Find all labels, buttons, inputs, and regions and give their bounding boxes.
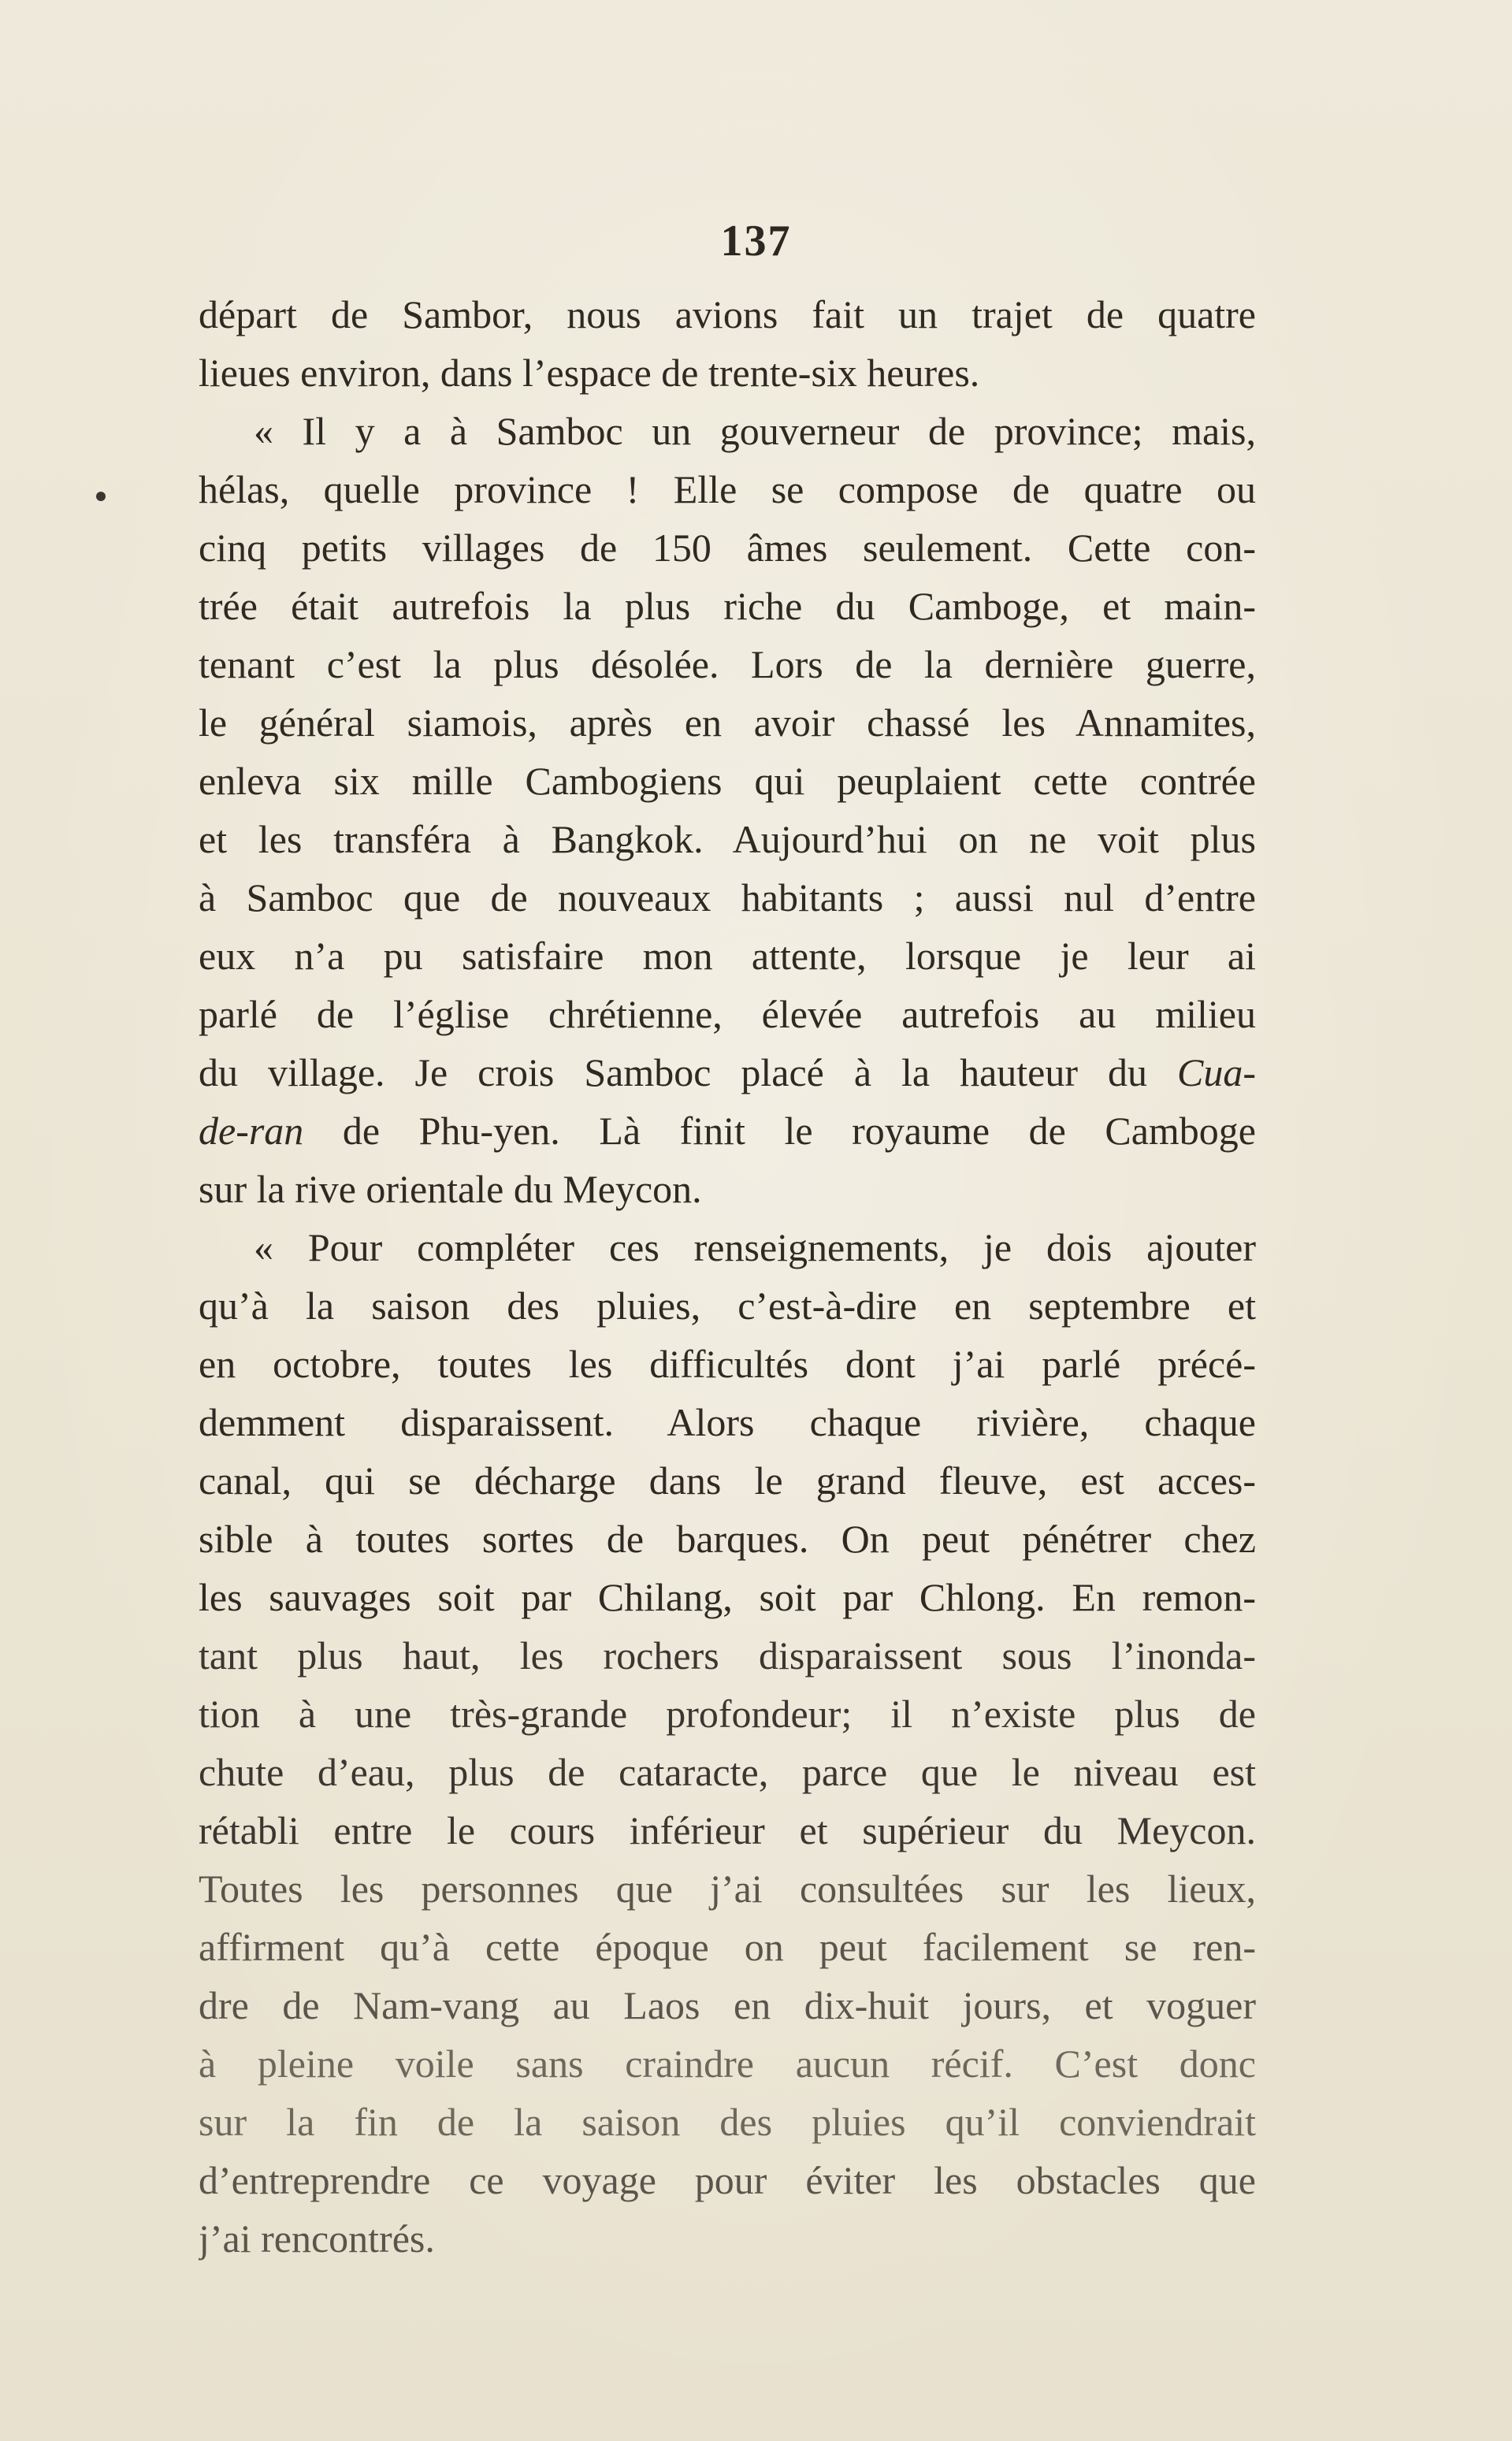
text-line-with-italic [199,1043,1256,1102]
text-line: dre de Nam-vang au Laos en dix-huit jours, et voguer [199,1983,1256,2027]
text-line: et les transféra à Bangkok. Aujourd’hui on ne voit plus [199,817,1256,861]
text-line-with-italic [199,1102,1256,1160]
text-line: rétabli entre le cours inférieur et supérieur du Meycon. [199,1808,1256,1852]
text-line: hélas, quelle province ! Elle se compose de quatre ou [199,467,1256,511]
text-line: à Samboc que de nouveaux habitants ; aussi nul d’entre [199,875,1256,920]
text-line: « Il y a à Samboc un gouverneur de province; mais, [254,409,1256,453]
text-line: affirment qu’à cette époque on peut facilement se ren- [199,1925,1256,1969]
text-line: canal, qui se décharge dans le grand fleuve, est acces- [199,1458,1256,1503]
text-line: sur la rive orientale du Meycon. [199,1167,702,1211]
text-line: sur la fin de la saison des pluies qu’il conviendrait [199,2100,1256,2144]
text-line: tant plus haut, les rochers disparaissent sous l’inonda- [199,1633,1256,1677]
text-line: parlé de l’église chrétienne, élevée autrefois au milieu [199,992,1256,1036]
text-line: départ de Sambor, nous avions fait un trajet de quatre [199,292,1256,336]
italic-term: Cua- [1177,1050,1256,1094]
text-line: j’ai rencontrés. [199,2216,435,2261]
text-block [199,285,1256,2268]
text-line: demment disparaissent. Alors chaque rivière, chaque [199,1400,1256,1444]
text-segment: du village. Je crois Samboc placé à la hauteur du [199,1050,1177,1094]
text-line: Toutes les personnes que j’ai consultées sur les lieux, [199,1867,1256,1911]
text-line: cinq petits villages de 150 âmes seulement. Cette con- [199,526,1256,570]
text-line: sible à toutes sortes de barques. On peut pénétrer chez [199,1517,1256,1561]
text-line: en octobre, toutes les difficultés dont j’ai parlé précé- [199,1342,1256,1386]
text-line: d’entreprendre ce voyage pour éviter les obstacles que [199,2158,1256,2202]
text-line: trée était autrefois la plus riche du Camboge, et main- [199,584,1256,628]
text-line: les sauvages soit par Chilang, soit par Chlong. En remon- [199,1575,1256,1619]
text-line: tion à une très-grande profondeur; il n’existe plus de [199,1692,1256,1736]
text-line: eux n’a pu satisfaire mon attente, lorsque je leur ai [199,934,1256,978]
text-line: chute d’eau, plus de cataracte, parce que le niveau est [199,1750,1256,1794]
text-line: le général siamois, après en avoir chassé les Annamites, [199,700,1256,745]
text-line: « Pour compléter ces renseignements, je dois ajouter [254,1225,1256,1269]
text-segment: de Phu-yen. Là finit le royaume de Camboge [303,1109,1256,1153]
margin-mark [96,492,106,501]
text-line: lieues environ, dans l’espace de trente-six heures. [199,351,980,395]
text-line: à pleine voile sans craindre aucun récif. C’est donc [199,2042,1256,2086]
text-line: qu’à la saison des pluies, c’est-à-dire en septembre et [199,1284,1256,1328]
text-line: enleva six mille Cambogiens qui peuplaient cette contrée [199,759,1256,803]
text-line: tenant c’est la plus désolée. Lors de la dernière guerre, [199,642,1256,686]
page-number: 137 [720,217,792,266]
italic-term: de-ran [199,1109,304,1153]
